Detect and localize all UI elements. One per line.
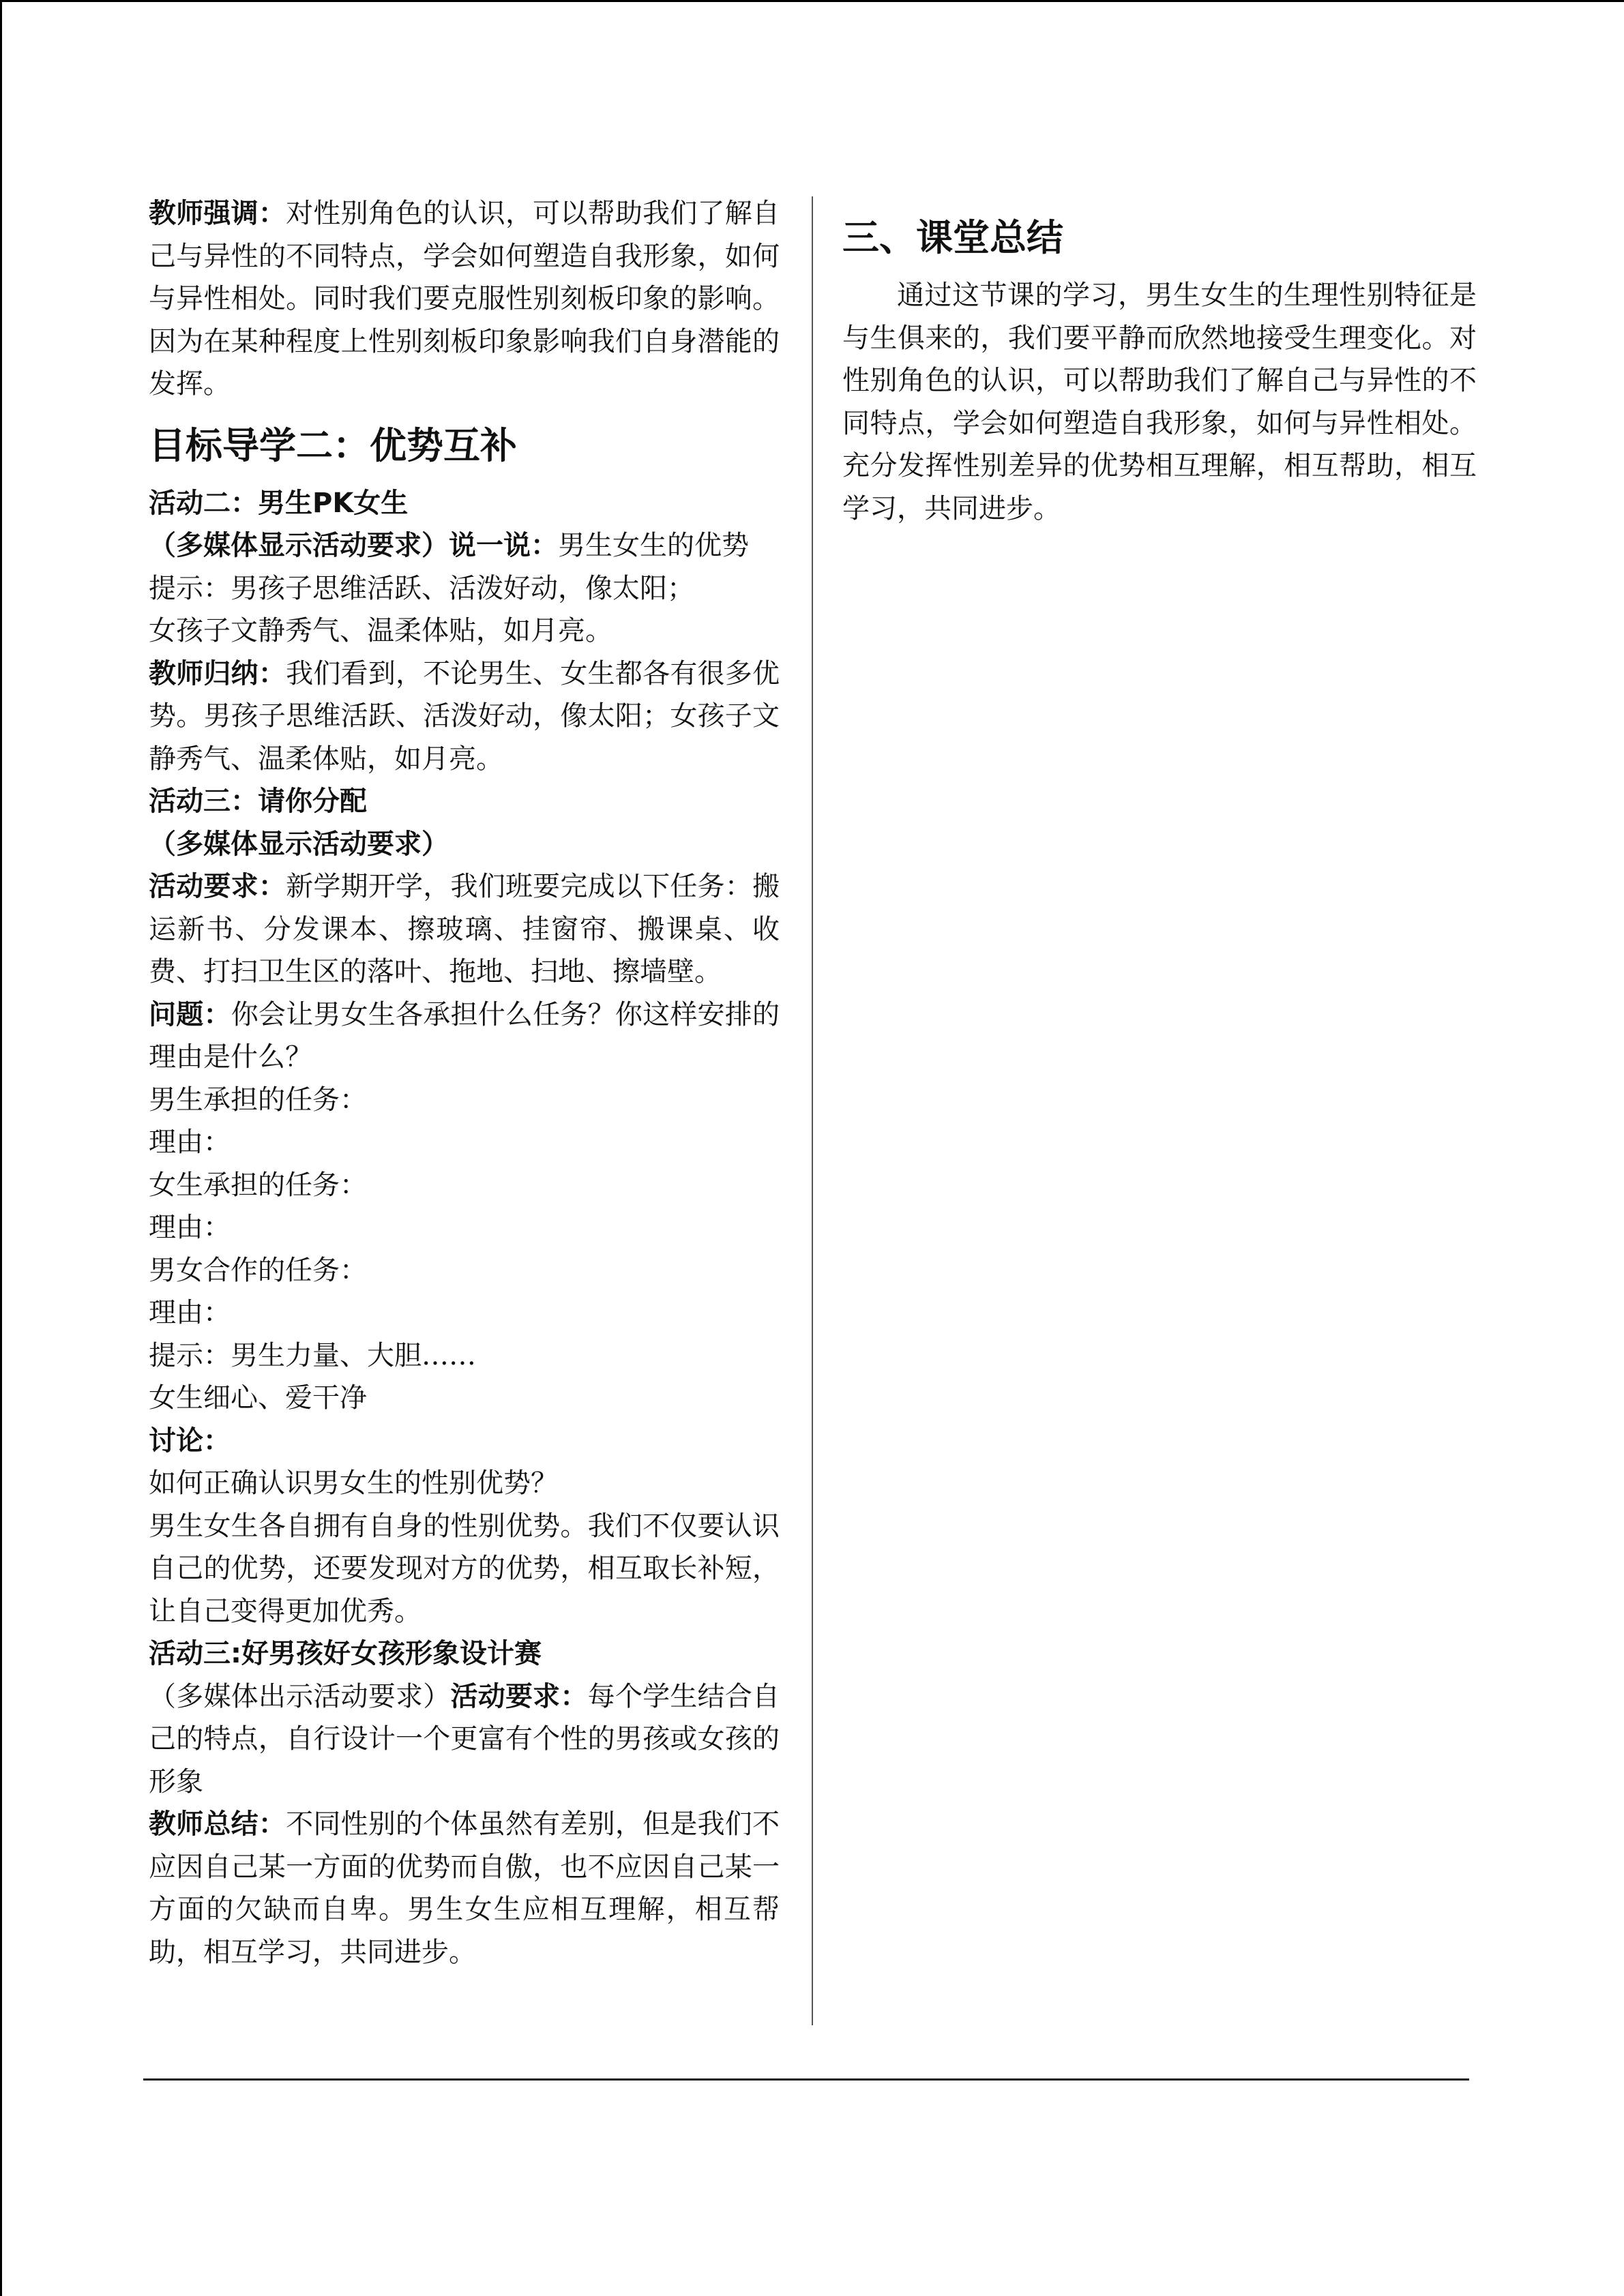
question-text: 你会让男女生各承担什么任务？你这样安排的理由是什么？ xyxy=(149,998,780,1073)
hint-boys-traits: 提示：男生力量、大胆…… xyxy=(149,1339,476,1371)
discussion-answer: 男生女生各自拥有自身的性别优势。我们不仅要认识自己的优势，还要发现对方的优势，相互取长补短，让自己变得更加优秀。 xyxy=(149,1510,780,1627)
girls-task-line: 女生承担的任务： xyxy=(149,1169,367,1201)
teacher-emphasis-paragraph xyxy=(149,192,780,406)
activity-two-label: （多媒体显示活动要求）说一说： xyxy=(149,530,558,561)
reason-line-2: 理由： xyxy=(149,1212,231,1243)
column-divider xyxy=(812,196,813,2025)
teacher-final-paragraph xyxy=(149,1803,780,1973)
question-paragraph xyxy=(149,994,780,1079)
activity-three-b-label: 活动要求： xyxy=(450,1680,588,1712)
footer-rule xyxy=(143,2078,1469,2081)
activity-requirement-text: 新学期开学，我们班要完成以下任务：搬运新书、分发课本、擦玻璃、挂窗帘、搬课桌、收费、打扫卫生区的落叶、拖地、扫地、擦墙壁。 xyxy=(149,871,780,987)
activity-two-requirement xyxy=(149,524,780,567)
question-label: 问题： xyxy=(149,998,231,1030)
activity-three-b-requirement xyxy=(149,1675,780,1804)
teacher-final-text: 不同性别的个体虽然有差别，但是我们不应因自己某一方面的优势而自傲，也不应因自己某一方面的欠缺而自卑。男生女生应相互理解，相互帮助，相互学习，共同进步。 xyxy=(149,1808,780,1968)
teacher-final-label: 教师总结： xyxy=(149,1808,286,1840)
discussion-label: 讨论： xyxy=(149,1425,231,1457)
hint-girls: 女孩子文静秀气、温柔体贴，如月亮。 xyxy=(149,615,612,646)
boys-task-line: 男生承担的任务： xyxy=(149,1084,367,1116)
activity-two-text: 男生女生的优势 xyxy=(558,530,749,561)
activity-two-title: 活动二：男生PK女生 xyxy=(149,487,409,519)
reason-line-3: 理由： xyxy=(149,1297,231,1328)
coop-task-line: 男女合作的任务： xyxy=(149,1254,367,1286)
left-column xyxy=(149,192,780,1973)
activity-three-b-title: 活动三:好男孩好女孩形象设计赛 xyxy=(149,1638,542,1669)
page-border-left xyxy=(0,0,2,2296)
section-heading-goal-two: 目标导学二：优势互补 xyxy=(149,423,517,467)
activity-requirement-label: 活动要求： xyxy=(149,871,286,902)
activity-requirement-paragraph xyxy=(149,865,780,994)
class-summary-paragraph: 通过这节课的学习，男生女生的生理性别特征是与生俱来的，我们要平静而欣然地接受生理变化。对性别角色的认识，可以帮助我们了解自己与异性的不同特点，学会如何塑造自我形象，如何与异性相处。充分发挥性别差异的优势相互理解，相互帮助，相互学习，共同进步。 xyxy=(842,280,1477,524)
activity-three-media: （多媒体显示活动要求） xyxy=(149,828,449,860)
right-column xyxy=(842,192,1477,530)
activity-three-b-media: （多媒体出示活动要求） xyxy=(149,1680,451,1712)
reason-line-1: 理由： xyxy=(149,1127,231,1158)
teacher-summary-text: 我们看到，不论男生、女生都各有很多优势。男孩子思维活跃、活泼好动，像太阳；女孩子文静秀气、温柔体贴，如月亮。 xyxy=(149,657,780,775)
teacher-summary-paragraph xyxy=(149,653,780,781)
page-border-top xyxy=(0,0,1624,2)
teacher-summary-label: 教师归纳： xyxy=(149,657,286,689)
teacher-emphasis-label: 教师强调： xyxy=(149,198,286,229)
hint-girls-traits: 女生细心、爱干净 xyxy=(149,1382,367,1414)
discussion-question: 如何正确认识男女生的性别优势？ xyxy=(149,1467,558,1499)
hint-boys: 提示：男孩子思维活跃、活泼好动，像太阳； xyxy=(149,572,694,604)
section-heading-class-summary: 三、课堂总结 xyxy=(842,216,1063,259)
teacher-emphasis-text: 对性别角色的认识，可以帮助我们了解自己与异性的不同特点，学会如何塑造自我形象，如何与异性相处。同时我们要克服性别刻板印象的影响。因为在某种程度上性别刻板印象影响我们自身潜能的发挥。 xyxy=(149,198,780,400)
activity-three-b-text: 每个学生结合自己的特点，自行设计一个更富有个性的男孩或女孩的形象 xyxy=(149,1680,780,1798)
activity-three-title: 活动三：请你分配 xyxy=(149,786,367,817)
